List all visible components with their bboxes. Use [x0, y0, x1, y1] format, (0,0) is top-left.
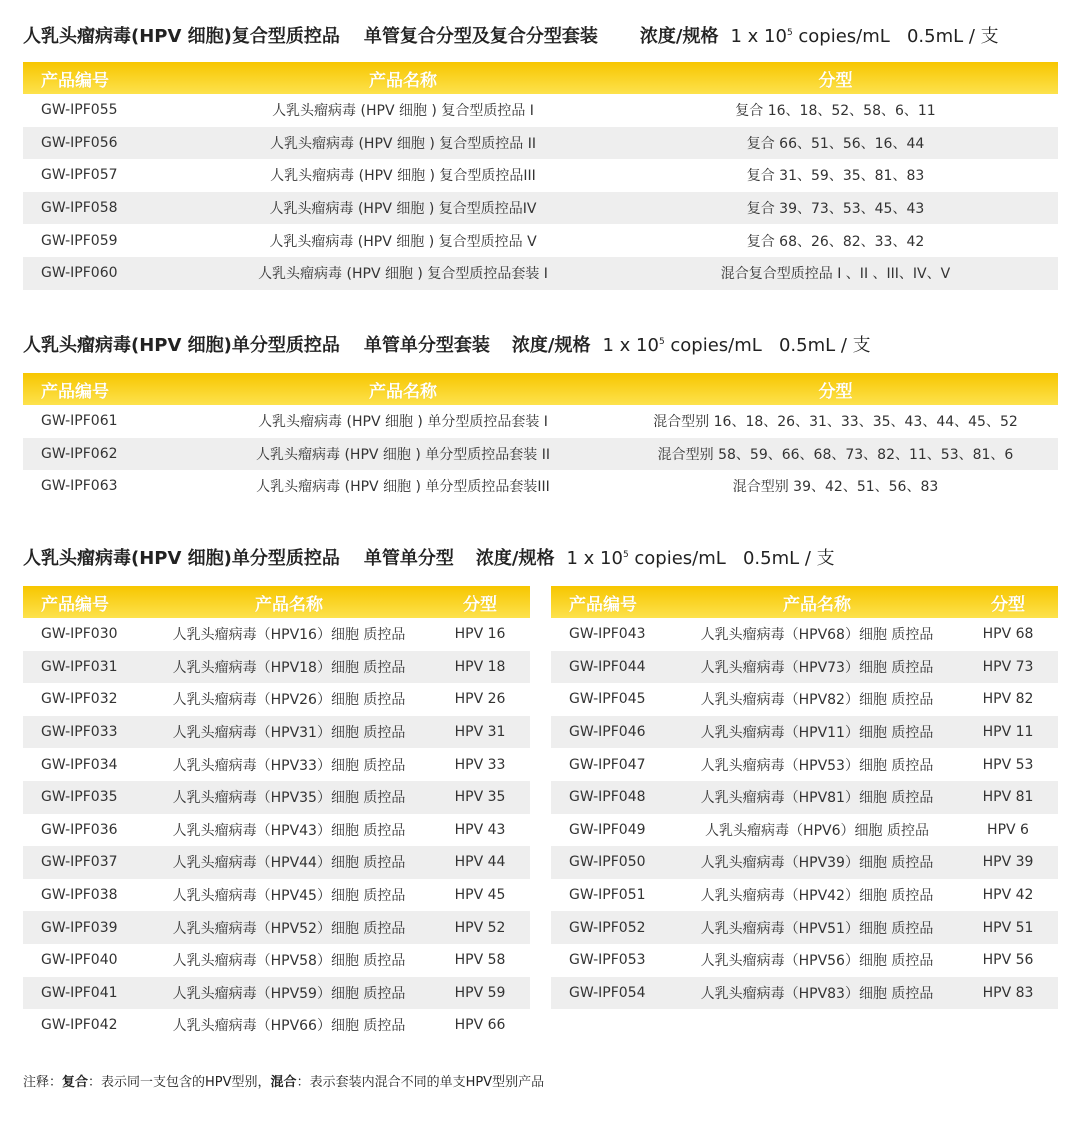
product-type: 复合 31、59、35、81、83	[613, 159, 1058, 192]
header-code: 产品编号	[23, 373, 193, 405]
product-type: HPV 11	[958, 716, 1058, 749]
product-type: HPV 44	[430, 846, 530, 879]
table-row	[551, 879, 1058, 912]
product-type: 复合 68、26、82、33、42	[613, 224, 1058, 257]
product-type: 复合 39、73、53、45、43	[613, 192, 1058, 225]
product-code: GW-IPF053	[551, 944, 676, 977]
table-row	[551, 944, 1058, 977]
footnote-term-composite: 复合	[62, 1075, 89, 1090]
product-name: 人乳头瘤病毒 (HPV 细胞 ) 单分型质控品套装 II	[193, 438, 613, 471]
table-row	[23, 748, 530, 781]
header-code: 产品编号	[551, 586, 676, 618]
table-row	[23, 977, 530, 1010]
product-type: HPV 31	[430, 716, 530, 749]
composite-product-table	[23, 62, 1058, 290]
product-code: GW-IPF040	[23, 944, 148, 977]
single-type-table-right-wrap	[551, 586, 1058, 1042]
header-code: 产品编号	[23, 586, 148, 618]
product-type: 混合型别 58、59、66、68、73、82、11、53、81、6	[613, 438, 1058, 471]
table-row	[23, 257, 1058, 290]
table-row	[551, 846, 1058, 879]
product-code: GW-IPF032	[23, 683, 148, 716]
product-code: GW-IPF060	[23, 257, 193, 290]
product-name: 人乳头瘤病毒（HPV45）细胞 质控品	[148, 879, 430, 912]
product-code: GW-IPF055	[23, 94, 193, 127]
table-row	[23, 192, 1058, 225]
header-type: 分型	[613, 373, 1058, 405]
table-row	[551, 748, 1058, 781]
product-name: 人乳头瘤病毒（HPV83）细胞 质控品	[676, 977, 958, 1010]
product-name: 人乳头瘤病毒（HPV16）细胞 质控品	[148, 618, 430, 651]
product-code: GW-IPF031	[23, 651, 148, 684]
product-code: GW-IPF059	[23, 224, 193, 257]
product-type: HPV 42	[958, 879, 1058, 912]
product-type: HPV 58	[430, 944, 530, 977]
product-name: 人乳头瘤病毒（HPV18）细胞 质控品	[148, 651, 430, 684]
product-name: 人乳头瘤病毒（HPV51）细胞 质控品	[676, 911, 958, 944]
section-composite	[23, 22, 1058, 290]
product-name: 人乳头瘤病毒（HPV68）细胞 质控品	[676, 618, 958, 651]
product-name: 人乳头瘤病毒 (HPV 细胞 ) 复合型质控品套装 I	[193, 257, 613, 290]
product-name: 人乳头瘤病毒（HPV53）细胞 质控品	[676, 748, 958, 781]
product-code: GW-IPF051	[551, 879, 676, 912]
product-type: HPV 52	[430, 911, 530, 944]
product-name: 人乳头瘤病毒（HPV52）细胞 质控品	[148, 911, 430, 944]
product-name: 人乳头瘤病毒 (HPV 细胞 ) 复合型质控品 V	[193, 224, 613, 257]
product-name: 人乳头瘤病毒（HPV31）细胞 质控品	[148, 716, 430, 749]
header-name: 产品名称	[676, 586, 958, 618]
section-title: 人乳头瘤病毒(HPV 细胞)复合型质控品	[23, 26, 340, 47]
product-type: HPV 68	[958, 618, 1058, 651]
product-type: HPV 81	[958, 781, 1058, 814]
product-name: 人乳头瘤病毒（HPV11）细胞 质控品	[676, 716, 958, 749]
table-row	[23, 683, 530, 716]
product-type: 混合复合型质控品 I 、II 、III、IV、V	[613, 257, 1058, 290]
product-code	[551, 1009, 676, 1042]
product-type: HPV 56	[958, 944, 1058, 977]
spec-label: 浓度/规格	[475, 548, 555, 569]
product-code: GW-IPF048	[551, 781, 676, 814]
product-type: HPV 82	[958, 683, 1058, 716]
product-code: GW-IPF043	[551, 618, 676, 651]
product-code: GW-IPF036	[23, 814, 148, 847]
product-code: GW-IPF058	[23, 192, 193, 225]
product-type: HPV 35	[430, 781, 530, 814]
product-code: GW-IPF049	[551, 814, 676, 847]
table-row	[23, 911, 530, 944]
section-title: 人乳头瘤病毒(HPV 细胞)单分型质控品	[23, 335, 340, 356]
product-name	[676, 1009, 958, 1042]
table-row	[23, 470, 1058, 503]
product-code: GW-IPF041	[23, 977, 148, 1010]
table-header-row	[551, 586, 1058, 618]
product-name: 人乳头瘤病毒 (HPV 细胞 ) 单分型质控品套装 I	[193, 405, 613, 438]
product-name: 人乳头瘤病毒 (HPV 细胞 ) 复合型质控品III	[193, 159, 613, 192]
spec-label: 浓度/规格	[639, 26, 719, 47]
product-type: HPV 43	[430, 814, 530, 847]
product-code: GW-IPF033	[23, 716, 148, 749]
product-name: 人乳头瘤病毒 (HPV 细胞 ) 复合型质控品 II	[193, 127, 613, 160]
product-name: 人乳头瘤病毒（HPV6）细胞 质控品	[676, 814, 958, 847]
product-type: 复合 66、51、56、16、44	[613, 127, 1058, 160]
product-name: 人乳头瘤病毒（HPV66）细胞 质控品	[148, 1009, 430, 1042]
product-name: 人乳头瘤病毒 (HPV 细胞 ) 复合型质控品IV	[193, 192, 613, 225]
table-row	[551, 683, 1058, 716]
product-type: HPV 18	[430, 651, 530, 684]
product-type: HPV 6	[958, 814, 1058, 847]
table-row	[551, 716, 1058, 749]
footnote-prefix: 注释：	[23, 1075, 63, 1090]
product-type: HPV 59	[430, 977, 530, 1010]
product-name: 人乳头瘤病毒 (HPV 细胞 ) 单分型质控品套装III	[193, 470, 613, 503]
header-name: 产品名称	[193, 373, 613, 405]
table-row	[551, 814, 1058, 847]
product-code: GW-IPF046	[551, 716, 676, 749]
product-type: 混合型别 16、18、26、31、33、35、43、44、45、52	[613, 405, 1058, 438]
product-type: HPV 53	[958, 748, 1058, 781]
product-name: 人乳头瘤病毒（HPV58）细胞 质控品	[148, 944, 430, 977]
product-type: HPV 16	[430, 618, 530, 651]
product-code: GW-IPF047	[551, 748, 676, 781]
header-name: 产品名称	[193, 62, 613, 94]
footnote-desc-mixed: ：表示套装内混合不同的单支HPV型别产品	[296, 1075, 545, 1090]
table-row	[551, 911, 1058, 944]
product-name: 人乳头瘤病毒（HPV44）细胞 质控品	[148, 846, 430, 879]
product-code: GW-IPF030	[23, 618, 148, 651]
table-row	[23, 618, 530, 651]
product-code: GW-IPF062	[23, 438, 193, 471]
product-type	[958, 1009, 1058, 1042]
product-name: 人乳头瘤病毒（HPV56）细胞 质控品	[676, 944, 958, 977]
footnote-term-mixed: 混合	[270, 1075, 297, 1090]
product-name: 人乳头瘤病毒（HPV73）细胞 质控品	[676, 651, 958, 684]
table-row	[23, 405, 1058, 438]
product-code: GW-IPF039	[23, 911, 148, 944]
spec-value: 1 x $10^5$ copies/mL 0.5mL / 支	[602, 335, 871, 356]
product-type: HPV 73	[958, 651, 1058, 684]
table-row	[23, 781, 530, 814]
spec-value: 1 x $10^5$ copies/mL 0.5mL / 支	[730, 26, 999, 47]
product-type: 混合型别 39、42、51、56、83	[613, 470, 1058, 503]
section-heading	[23, 331, 1058, 363]
single-kit-product-table	[23, 373, 1058, 503]
table-row	[23, 438, 1058, 471]
footnote-desc-composite: ：表示同一支包含的HPV型别，	[88, 1075, 271, 1090]
single-type-table-left	[23, 586, 530, 1042]
product-code: GW-IPF042	[23, 1009, 148, 1042]
product-code: GW-IPF045	[551, 683, 676, 716]
header-type: 分型	[613, 62, 1058, 94]
spec-label: 浓度/规格	[511, 335, 591, 356]
product-name: 人乳头瘤病毒 (HPV 细胞 ) 复合型质控品 I	[193, 94, 613, 127]
product-code: GW-IPF056	[23, 127, 193, 160]
table-header-row	[23, 586, 530, 618]
table-row	[23, 127, 1058, 160]
product-type: HPV 33	[430, 748, 530, 781]
product-code: GW-IPF063	[23, 470, 193, 503]
header-code: 产品编号	[23, 62, 193, 94]
table-row	[23, 159, 1058, 192]
section-subtitle: 单管单分型	[363, 548, 454, 569]
table-row	[23, 94, 1058, 127]
product-code: GW-IPF050	[551, 846, 676, 879]
product-code: GW-IPF061	[23, 405, 193, 438]
table-header-row	[23, 373, 1058, 405]
product-type: HPV 66	[430, 1009, 530, 1042]
section-single-type	[23, 544, 1058, 1044]
table-row	[23, 944, 530, 977]
table-row	[23, 224, 1058, 257]
header-type: 分型	[958, 586, 1058, 618]
header-name: 产品名称	[148, 586, 430, 618]
product-name: 人乳头瘤病毒（HPV81）细胞 质控品	[676, 781, 958, 814]
product-code: GW-IPF052	[551, 911, 676, 944]
product-type: HPV 45	[430, 879, 530, 912]
table-row	[551, 618, 1058, 651]
spec-value: 1 x $10^5$ copies/mL 0.5mL / 支	[566, 548, 835, 569]
product-code: GW-IPF035	[23, 781, 148, 814]
table-row	[551, 781, 1058, 814]
product-name: 人乳头瘤病毒（HPV39）细胞 质控品	[676, 846, 958, 879]
table-row	[23, 846, 530, 879]
section-heading	[23, 544, 1058, 576]
single-type-table-right	[551, 586, 1058, 1042]
product-type: HPV 26	[430, 683, 530, 716]
product-name: 人乳头瘤病毒（HPV59）细胞 质控品	[148, 977, 430, 1010]
product-name: 人乳头瘤病毒（HPV35）细胞 质控品	[148, 781, 430, 814]
section-subtitle: 单管单分型套装	[363, 335, 490, 356]
footnote	[23, 1071, 544, 1090]
table-header-row	[23, 62, 1058, 94]
section-title: 人乳头瘤病毒(HPV 细胞)单分型质控品	[23, 548, 340, 569]
table-row	[551, 1009, 1058, 1042]
product-name: 人乳头瘤病毒（HPV33）细胞 质控品	[148, 748, 430, 781]
product-code: GW-IPF044	[551, 651, 676, 684]
product-code: GW-IPF057	[23, 159, 193, 192]
product-name: 人乳头瘤病毒（HPV26）细胞 质控品	[148, 683, 430, 716]
product-code: GW-IPF038	[23, 879, 148, 912]
product-name: 人乳头瘤病毒（HPV82）细胞 质控品	[676, 683, 958, 716]
product-type: HPV 51	[958, 911, 1058, 944]
product-code: GW-IPF034	[23, 748, 148, 781]
product-type: HPV 83	[958, 977, 1058, 1010]
product-code: GW-IPF054	[551, 977, 676, 1010]
section-heading	[23, 22, 1058, 54]
product-code: GW-IPF037	[23, 846, 148, 879]
section-single-kit	[23, 331, 1058, 503]
table-row	[23, 879, 530, 912]
single-type-table-left-wrap	[23, 586, 530, 1042]
table-row	[551, 651, 1058, 684]
product-type: 复合 16、18、52、58、6、11	[613, 94, 1058, 127]
table-row	[23, 651, 530, 684]
table-row	[23, 814, 530, 847]
table-row	[551, 977, 1058, 1010]
table-row	[23, 1009, 530, 1042]
product-name: 人乳头瘤病毒（HPV43）细胞 质控品	[148, 814, 430, 847]
product-type: HPV 39	[958, 846, 1058, 879]
table-row	[23, 716, 530, 749]
product-name: 人乳头瘤病毒（HPV42）细胞 质控品	[676, 879, 958, 912]
header-type: 分型	[430, 586, 530, 618]
section-subtitle: 单管复合分型及复合分型套装	[363, 26, 598, 47]
